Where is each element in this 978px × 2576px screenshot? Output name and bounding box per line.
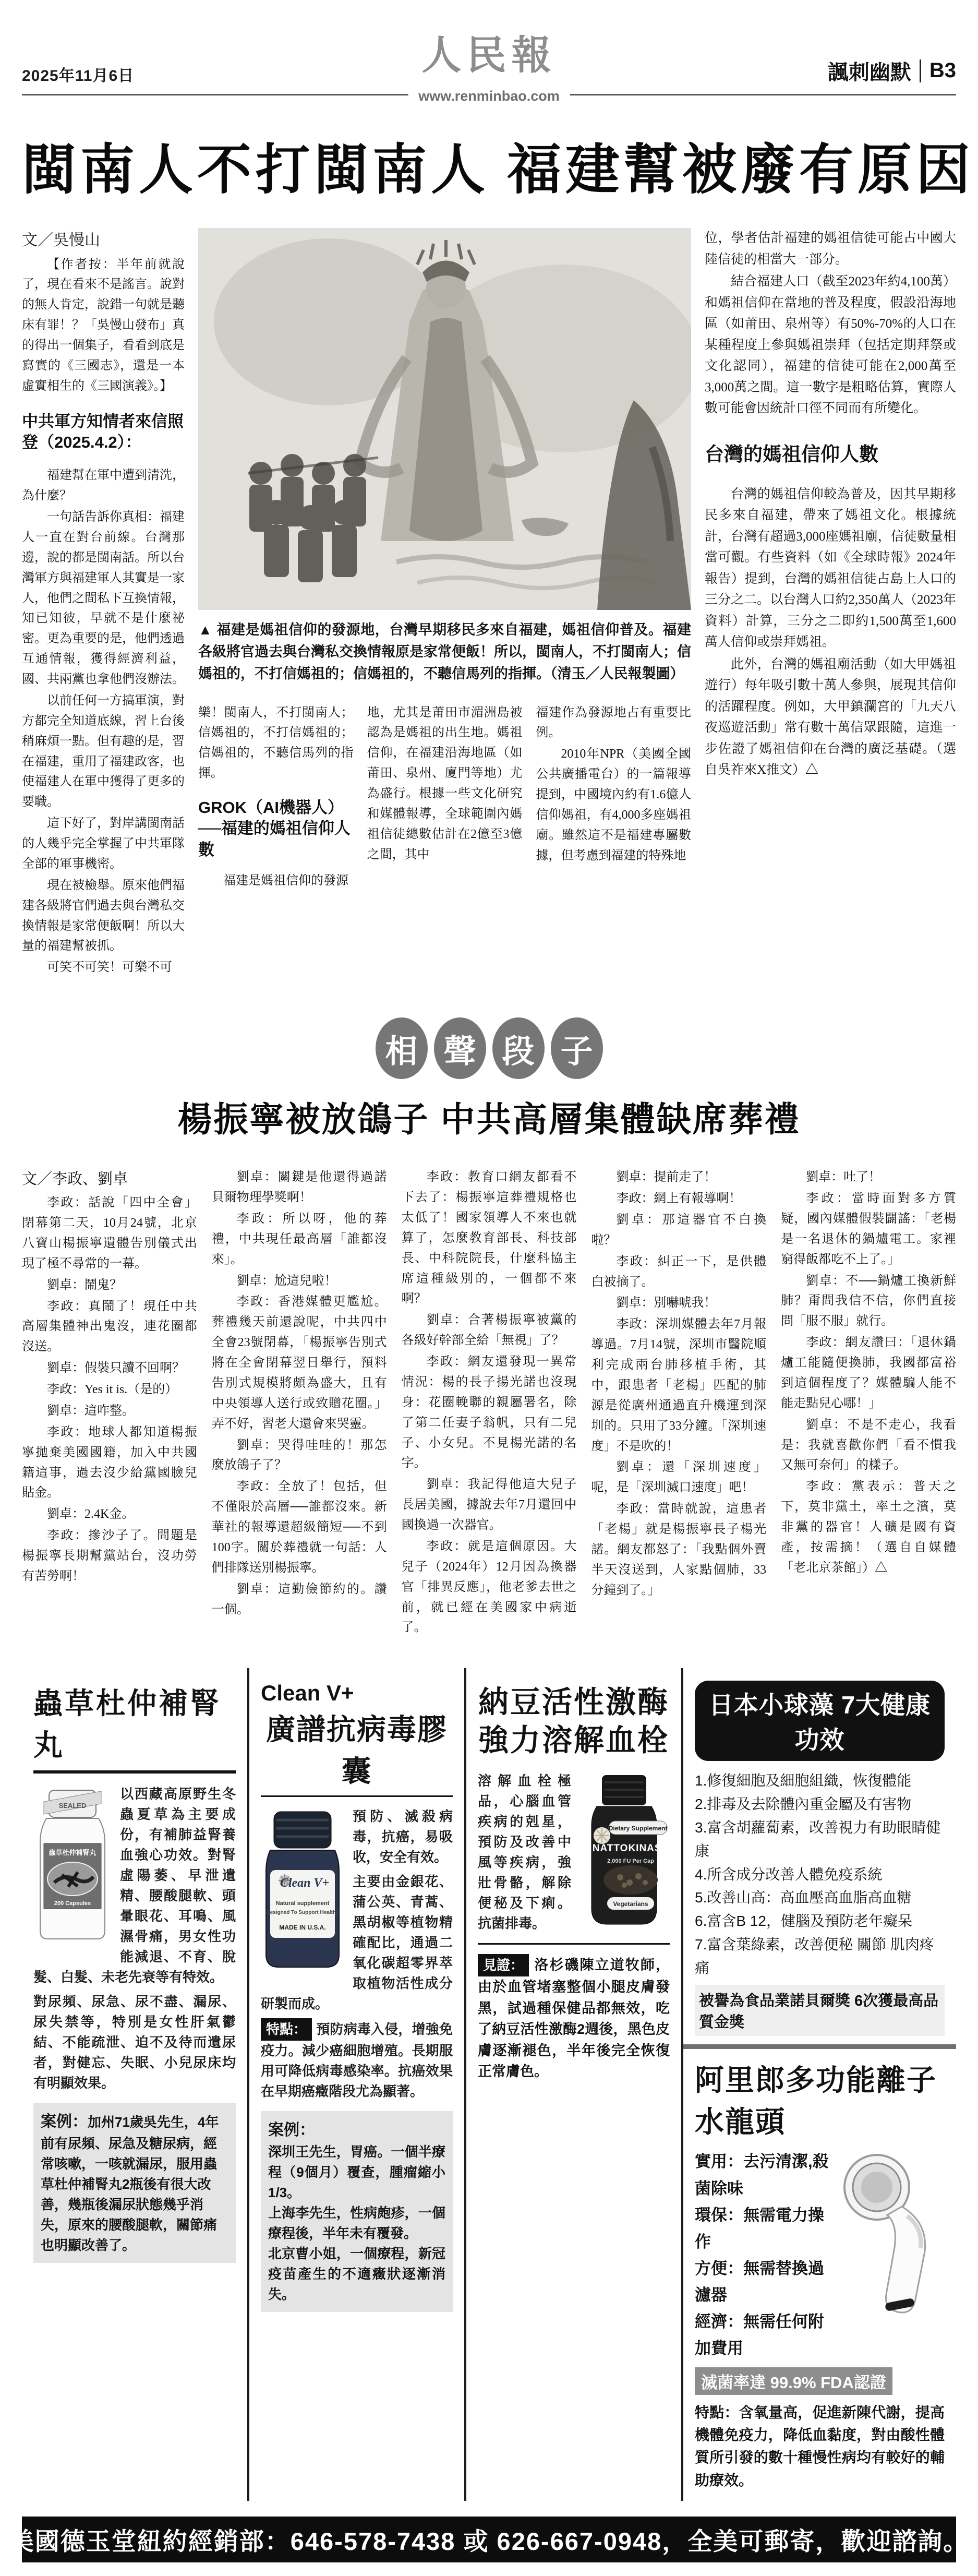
paragraph: 主要由金銀花、蒲公英、青蒿、黑胡椒等植物精確配比，通過二氧化碳超零界萃取植物活性成分研製而成。 — [261, 1874, 453, 2012]
ad2-case-label: 案例： — [268, 2122, 315, 2139]
ad-cordyceps-pills — [22, 1668, 247, 2501]
paragraph: 李政：所以呀，他的葬禮，中共現任最高層「誰都沒來」。 — [211, 1212, 387, 1266]
section-name: 諷刺幽默 — [827, 61, 911, 84]
badge-char-4: 子 — [551, 1017, 603, 1079]
ad4-faucet-block — [695, 2148, 945, 2491]
ad3-bottle-image — [578, 1773, 670, 1935]
ad1-case-block — [33, 2103, 236, 2263]
issue-date: 2025年11月6日 — [22, 67, 135, 85]
article-mazu — [22, 228, 956, 979]
paragraph: 劉卓：假裝只讀不回啊？ — [47, 1361, 185, 1375]
article1-column-3 — [367, 703, 523, 892]
ad3-title-line2: 強力溶解血栓 — [478, 1723, 669, 1757]
ad2-feature-text: 預防病毒入侵，增強免疫力。減少癌細胞增殖。長期服用可降低病毒感染率。抗癌效果在早期癌癥階段尤為顯著。 — [261, 2021, 453, 2100]
ad4-feature — [695, 2401, 945, 2492]
svg-text:SEALED: SEALED — [58, 1802, 87, 1810]
ad3-rule — [478, 1943, 670, 1945]
paragraph: 劉卓：2.4K金。 — [47, 1507, 135, 1521]
paragraph: 劉卓：鬧鬼？ — [47, 1278, 122, 1292]
article1-middle-columns — [198, 703, 691, 892]
main-headline: 閩南人不打閩南人 福建幫被廢有原因 — [22, 140, 975, 200]
article1-column-4 — [536, 703, 691, 892]
ad-chlorella-and-faucet — [681, 1668, 956, 2501]
shower-head-image — [835, 2148, 945, 2323]
distributor-banner: 美國德玉堂紐約經銷部：646-578-7438 或 626-667-0948，全美可郵寄，歡迎諮詢。 — [22, 2517, 956, 2562]
paragraph: 以前任何一方搞軍演，對方都完全知道底線，習上台後稍麻煩一點。但有趣的是，習在福建，重用了福建政客，也使福建人在軍中獲得了更多的要職。 — [22, 693, 185, 809]
paragraph: 劉卓：合著楊振寧被黨的各級好幹部全給「無視」了？ — [401, 1313, 577, 1348]
paragraph: 福建作為發源地占有重要比例。 — [536, 705, 692, 740]
paragraph: 劉卓：提前走了！ — [616, 1170, 717, 1184]
ad2-case-lines — [268, 2142, 445, 2305]
paragraph: 結合福建人口（截至2023年約4,100萬）和媽祖信仰在當地的普及程度，假設沿海地區（如莆田、泉州等）有50%-70%的人口在某種程度上參與媽祖崇拜（包括定期拜祭或文化認同），福建的信徒可能在2,000萬至3,000萬之間。這一數字是粗略估算，實際人數可能會因統計口徑不同而有所變化。 — [705, 274, 956, 415]
paragraph: 劉卓：不──鍋爐工換新鮮肺？甭問我信不信，你們直接問「服不服」就行。 — [781, 1274, 956, 1328]
svg-text:Clean V+: Clean V+ — [280, 1876, 330, 1890]
badge-char-1: 相 — [376, 1017, 428, 1079]
masthead — [422, 23, 557, 80]
paragraph: 劉卓：這咋整。 — [47, 1404, 135, 1418]
article1-column-1 — [22, 228, 185, 979]
ad3-witness-text: 洛杉磯陳立道牧師，由於血管堵塞整個小腿皮膚發黑，試過種保健品都無效，吃了納豆活性激酶2週後，黑色皮膚逐漸褪色，半年後完全恢復正常膚色。 — [478, 1957, 670, 2080]
advertisement-row — [22, 1668, 956, 2501]
paragraph: 經濟：無需任何附加費用 — [695, 2313, 824, 2358]
paragraph: 李政：地球人都知道楊振寧拋棄美國國籍，加入中共國籍這事，過去沒少給黨國臉兒貼金。 — [22, 1425, 197, 1500]
paragraph: 環保：無需電力操作 — [695, 2206, 824, 2251]
paragraph: 劉卓：這勤儉節約的。讚一個。 — [211, 1582, 387, 1616]
paragraph: 地，尤其是莆田市湄洲島被認為是媽祖的出生地。媽祖信仰，在福建沿海地區（如莆田、泉州、廈門等地）尤為盛行。根據一些文化研究和媒體報導，全球範圍內媽祖信徒總數估計在2億至3億之間，其中 — [367, 705, 523, 861]
crosstalk-columns — [22, 1167, 956, 1639]
paragraph: 劉卓：尬這兒啦！ — [236, 1274, 337, 1288]
crosstalk-headline: 楊振寧被放鴿子 中共高層集體缺席葬禮 — [177, 1100, 801, 1139]
paragraph: 實用：去污清潔,殺菌除味 — [695, 2152, 829, 2198]
section-badge — [22, 1017, 956, 1079]
article1-column-2 — [198, 703, 354, 892]
ad4-divider — [683, 2044, 956, 2049]
paragraph: 李政：香港媒體更尷尬。葬禮幾天前還說呢，中共四中全會23號閉幕，「楊振寧告別式將在全會閉幕翌日舉行，預料告別式規模將頗為盛大，且有中央領導人送行或致贈花圈。」弄不好，習老大還會來哭靈。 — [211, 1295, 387, 1431]
crosstalk-section — [22, 1017, 956, 1639]
paragraph: 李政：Yes it is.（是的） — [47, 1383, 178, 1397]
crosstalk-column4-paragraphs — [591, 1167, 766, 1600]
paragraph: 北京曹小姐，一個療程，新冠疫苗產生的不適癥狀逐漸消失。 — [268, 2246, 445, 2303]
ad4-fda-badge: 滅菌率達 99.9% FDA認證 — [695, 2367, 892, 2395]
paragraph: 劉卓：吐了！ — [806, 1170, 882, 1184]
paragraph: 6.富含B 12，健腦及預防老年癡呆 — [695, 1913, 912, 1930]
crosstalk-column1-paragraphs — [22, 1193, 197, 1587]
ad-clean-v-capsules — [247, 1668, 464, 2501]
masthead-title: 人民報 — [421, 34, 557, 78]
paragraph: 李政：全放了！包括，但不僅限於高層──誰都沒來。新華社的報導還超級簡短──不到100字。關於葬禮就一句話：人們排隊送別楊振寧。 — [211, 1480, 387, 1575]
ad2-bottle-image — [261, 1808, 344, 1976]
page-number: B3 — [929, 59, 956, 82]
paragraph: 以西藏高原野生冬蟲夏草為主要成份，有補肺益腎養血強心功效。對腎虛陽萎、早泄遺精、腰酸腿軟、頭暈眼花、耳鳴、風濕骨痛，男女性功能減退、不育、脫髮、白髮、未老先衰等有特效。 — [33, 1786, 236, 1985]
paragraph: 7.富含葉綠素，改善便秘 關節 肌肉疼痛 — [695, 1936, 934, 1976]
ad1-body — [33, 1784, 236, 2093]
ad3-witness — [478, 1954, 670, 2082]
crosstalk-column3-paragraphs — [402, 1167, 577, 1638]
masthead-website: www.renminbao.com — [408, 88, 570, 104]
ad3-title — [478, 1684, 670, 1759]
section-divider — [920, 59, 921, 82]
paragraph: 劉卓：別嚇唬我！ — [616, 1296, 717, 1310]
article1-author-note: 【作者按：半年前就說了，現在看來不是謠言。說對的無人肯定，說錯一句就是聽床有罪！？「吳慢山發布」真的得出一個集子，看看到底是寫實的《三國志》，還是一本虛實相生的《三國演義》。】 — [22, 257, 185, 393]
ad2-case-block — [261, 2111, 453, 2312]
paragraph: 李政：當時就說，這患者「老楊」就是楊振寧長子楊光諾。網友都怒了：「我點個外賣半天沒送到，人家點個肺，33分鐘到了。」 — [591, 1502, 767, 1597]
ad1-case-text: 加州71歲吳先生，4年前有尿頻、尿急及糖尿病，經常咳嗽，一咳就漏尿，服用蟲草杜仲補腎丸2瓶後有很大改善，幾瓶後漏尿狀態幾乎消失，原來的腰酸腿軟，關節痛也明顯改善了。 — [41, 2114, 219, 2254]
article1-subhead-grok: GROK（AI機器人）──福建的媽祖信仰人數 — [198, 798, 351, 859]
paragraph: 現在被檢舉。原來他們福建各級將官們過去與台灣私交換情報是家常便飯啊！所以大量的福建幫被抓。 — [22, 878, 185, 953]
crosstalk-column-5 — [781, 1167, 956, 1639]
paragraph: 劉卓：那這器官不白換啦？ — [591, 1213, 767, 1247]
badge-char-3: 段 — [492, 1017, 545, 1079]
svg-text:Dietary Supplement: Dietary Supplement — [608, 1825, 668, 1832]
crosstalk-column-3 — [402, 1167, 577, 1639]
article1-right-paragraphs — [705, 271, 956, 420]
article1-right-column — [705, 228, 956, 979]
ad-nattokinase — [464, 1668, 681, 2501]
crosstalk-column-4 — [591, 1167, 766, 1639]
paragraph: 位，學者估計福建的媽祖信徒可能占中國大陸信徒的相當大一部分。 — [705, 231, 956, 267]
article1-column2-paragraphs — [198, 871, 354, 891]
ad4-feature-label: 特點： — [695, 2404, 739, 2421]
paragraph: 上海李先生，性病皰疹，一個療程後，半年未有覆發。 — [268, 2205, 445, 2242]
article1-right-paragraphs-2 — [705, 484, 956, 781]
ad3-witness-label: 見證： — [478, 1954, 529, 1976]
paragraph: 劉卓：還「深圳速度」呢，是「深圳滅口速度」吧！ — [591, 1460, 767, 1495]
svg-text:200 Capsules: 200 Capsules — [54, 1900, 91, 1907]
paragraph: 李政：網友讚曰：「退休鍋爐工能隨便換肺，我國都富裕到這個程度了？媒體騙人能不能走點兒心哪！」 — [781, 1336, 956, 1410]
paragraph: 劉卓：我記得他這大兒子長居美國，據說去年7月還回中國換過一次器官。 — [401, 1478, 577, 1532]
paragraph: 福建幫在軍中遭到清洗，為什麼？ — [22, 469, 185, 503]
paragraph: 5.改善山高：高血壓高血脂高血糖 — [695, 1889, 912, 1906]
ad3-title-line1: 納豆活性激酶 — [478, 1685, 669, 1720]
crosstalk-column2-paragraphs — [212, 1167, 387, 1620]
paragraph: 此外，台灣的媽祖廟活動（如大甲媽祖遊行）每年吸引數十萬人參與，展現其信仰的活躍程度。例如，大甲鎮瀾宮的「九天八夜巡遊活動」常有數十萬信眾跟隨，這進一步佐證了媽祖信仰在台灣的廣泛基礎。（選自吳祚來X推文）△ — [705, 657, 956, 777]
ad1-bottle-image — [33, 1786, 112, 1948]
paragraph: 李政：教育口網友都看不下去了：楊振寧這葬禮規格也太低了！國家領導人不來也就算了，怎麼教育部長、科技部長、中科院院長，什麼科協主席這種級別的，一個都不來啊？ — [401, 1170, 577, 1306]
svg-text:Designed To Support Healthy: Designed To Support Healthy — [266, 1910, 339, 1916]
ad2-rule — [261, 1795, 453, 1797]
page-header — [22, 15, 956, 104]
paragraph: 李政：網友還發現一異常情況：楊的長子揚光諾也沒現身：花圈輓聯的親屬署名，除了第二任妻子翁帆，只有二兒子、小女兒。不見楊光諾的名字。 — [401, 1355, 577, 1470]
paragraph: 可笑不可笑！可樂不可 — [47, 961, 172, 975]
paragraph: 劉卓：哭得哇哇的！那怎麼放鴿子了？ — [211, 1438, 387, 1472]
article1-column4-paragraphs — [536, 744, 691, 866]
svg-text:2,000 FU Per Cap: 2,000 FU Per Cap — [607, 1858, 654, 1865]
ad4-title: 日本小球藻 7大健康功效 — [695, 1681, 945, 1761]
paragraph: 2.排毒及去除體內重金屬及有害物 — [695, 1796, 912, 1813]
paragraph: 李政：就是這個原因。大兒子（2024年）12月因為換器官「排異反應」，他老爹去世之前，就已經在美國家中病逝了。 — [401, 1539, 577, 1635]
article1-subhead-letter: 中共軍方知情者來信照登（2025.4.2）： — [22, 412, 184, 452]
crosstalk-byline: 文／李政、劉卓 — [22, 1171, 128, 1188]
photo-caption: ▲ 福建是媽祖信仰的發源地，台灣早期移民多來自福建，媽祖信仰普及。福建各級將官過去與台灣私交換情報原是家常便飯！所以，閩南人，不打閩南人；信媽祖的，不打信媽祖的；信媽祖的，不聽信馬列的指揮。（清玉／人民報製圖） — [198, 622, 691, 681]
mazu-illustration — [198, 228, 691, 610]
crosstalk-column-1 — [22, 1167, 197, 1639]
ad4-faucet-title: 阿里郎多功能離子水龍頭 — [695, 2064, 937, 2139]
article1-subhead-taiwan: 台灣的媽祖信仰人數 — [705, 443, 878, 465]
paragraph: 李政：真鬧了！現任中共高層集體神出鬼沒，連花圈都沒送。 — [22, 1299, 197, 1354]
paragraph: 李政：糾正一下，是供體白被摘了。 — [591, 1254, 767, 1289]
article1-middle — [198, 228, 691, 979]
ad4-benefit-list — [695, 1769, 945, 1980]
paragraph: 劉卓：不是不走心，我看是：我就喜歡你們「看不慣我又無可奈何」的樣子。 — [781, 1418, 956, 1472]
mazu-illustration-art — [198, 228, 691, 610]
section-tag — [828, 56, 956, 86]
ad2-feature-label: 特點： — [261, 2018, 312, 2041]
ad3-body — [478, 1771, 670, 1934]
ad2-brand: Clean V+ — [261, 1681, 354, 1706]
ad2-feature — [261, 2018, 453, 2102]
ad1-title: 蟲草杜仲補腎丸 — [33, 1681, 236, 1774]
paragraph: 李政：網上有報導啊！ — [616, 1192, 742, 1206]
paragraph: 2010年NPR（美國全國公共廣播電台）的一篇報導提到，中國境內約有1.6億人信仰媽祖，有4,000多座媽祖廟。雖然這不是福建專屬數據，但考慮到福建的特殊地 — [536, 747, 692, 862]
ad2-title: 廣譜抗病毒膠囊 — [266, 1713, 448, 1788]
paragraph: 李政：摻沙子了。問題是楊振寧長期幫黨站台，沒功勞有苦勞啊！ — [22, 1529, 197, 1583]
paragraph: 李政：話說「四中全會」閉幕第二天，10月24號，北京八寶山楊振寧遺體告別儀式出現了極不尋常的一幕。 — [22, 1196, 197, 1271]
ad3-text: 溶解血栓極品，心腦血管疾病的剋星，預防及改善中風等疾病，強壯骨骼，解除便秘及下痢。抗菌排毒。 — [478, 1773, 571, 1932]
paragraph: 一句話告訴你真相：福建人一直在對台前線。台灣那邊，說的都是閩南話。所以台灣軍方與福建軍人其實是一家人，他們之間私下互換情報，知已知彼，早就不是什麼祕密。更為重要的是，他們透過互通情報，獲得經濟利益，國、共兩黨也拿他們沒辦法。 — [22, 510, 185, 687]
ad2-body — [261, 1806, 453, 2102]
paragraph: 福建是媽祖信仰的發源 — [223, 873, 348, 888]
paragraph: 3.富含胡蘿蔔素，改善視力有助眼睛健康 — [695, 1819, 941, 1859]
paragraph: 預防、滅殺病毒，抗癌，易吸收，安全有效。 — [353, 1808, 453, 1865]
paragraph: 台灣的媽祖信仰較為普及，因其早期移民多來自福建，帶來了媽祖文化。根據統計，台灣有超過3,000座媽祖廟，信徒數量相當可觀。有些資料（如《全球時報》2024年報告）提到，台灣的媽祖信徒占島上人口的三分之二。以台灣人口約2,350萬人（2023年資料）計算，三分之二即約1,500萬至1,600萬人信仰或崇拜媽祖。 — [705, 487, 956, 649]
paragraph: 4.所含成分改善人體免疫系統 — [695, 1866, 883, 1883]
crosstalk-column-2 — [212, 1167, 387, 1639]
badge-char-2: 聲 — [434, 1017, 486, 1079]
paragraph: 這下好了，對岸講閩南話的人幾乎完全掌握了中共軍隊全部的軍事機密。 — [22, 817, 185, 871]
svg-text:NATTOKINASE: NATTOKINASE — [592, 1843, 669, 1854]
svg-text:MADE IN U.S.A.: MADE IN U.S.A. — [279, 1924, 326, 1932]
paragraph: 深圳王先生，胃癌。一個半療程（9個月）覆查，腫瘤縮小1/3。 — [268, 2144, 445, 2201]
svg-text:Vegetarians: Vegetarians — [613, 1900, 648, 1908]
article1-column1-paragraphs — [22, 465, 185, 978]
paragraph: 樂！閩南人，不打閩南人；信媽祖的，不打信媽祖的；信媽祖的，不聽信馬列的指揮。 — [198, 705, 354, 781]
paragraph: 李政：深圳媒體去年7月報導過。7月14號，深圳市醫院順利完成兩台肺移植手術，其中，跟患者「老楊」匹配的肺源是從廣州通過直升機運到深圳的。只用了33分鐘。「深圳速度」不是吹的！ — [591, 1317, 767, 1453]
crosstalk-column5-paragraphs — [781, 1167, 956, 1578]
paragraph: 方便：無需替換過濾器 — [695, 2259, 824, 2305]
paragraph: 李政：黨表示：普天之下，莫非黨土，率土之濱，莫非黨的器官！人礦是國有資產，按需摘！（選自自媒體「老北京茶館」）△ — [781, 1480, 956, 1575]
ad4-feature-text: 含氧量高，促進新陳代謝，提高機體免疫力，降低血黏度，對由酸性體質所引發的數十種慢性病均有較好的輔助療效。 — [695, 2404, 945, 2488]
ad4-award: 被譽為食品業諾貝爾獎 6次獲最高品質金獎 — [695, 1985, 945, 2036]
ad1-case-label: 案例： — [41, 2113, 88, 2131]
paragraph: 劉卓：關鍵是他還得過諾貝爾物理學獎啊！ — [211, 1170, 387, 1205]
article1-byline: 文／吳慢山 — [22, 232, 100, 249]
svg-text:Natural supplement: Natural supplement — [275, 1900, 330, 1907]
paragraph: 1.修復細胞及細胞組織，恢復體能 — [695, 1772, 912, 1789]
paragraph: 對尿頻、尿急、尿不盡、漏尿、尿失禁等，特別是女性肝氣鬱結、不能疏泄、迫不及待而遺尿者，對健忘、失眠、小兒尿床均有明顯效果。 — [33, 1994, 236, 2091]
svg-text:蟲草杜仲補腎丸: 蟲草杜仲補腎丸 — [49, 1849, 96, 1857]
paragraph: 李政：當時面對多方質疑，國內媒體假裝闢謠：「老楊是一名退休的鍋爐電工。家裡窮得飯都吃不上了。」 — [781, 1192, 956, 1266]
